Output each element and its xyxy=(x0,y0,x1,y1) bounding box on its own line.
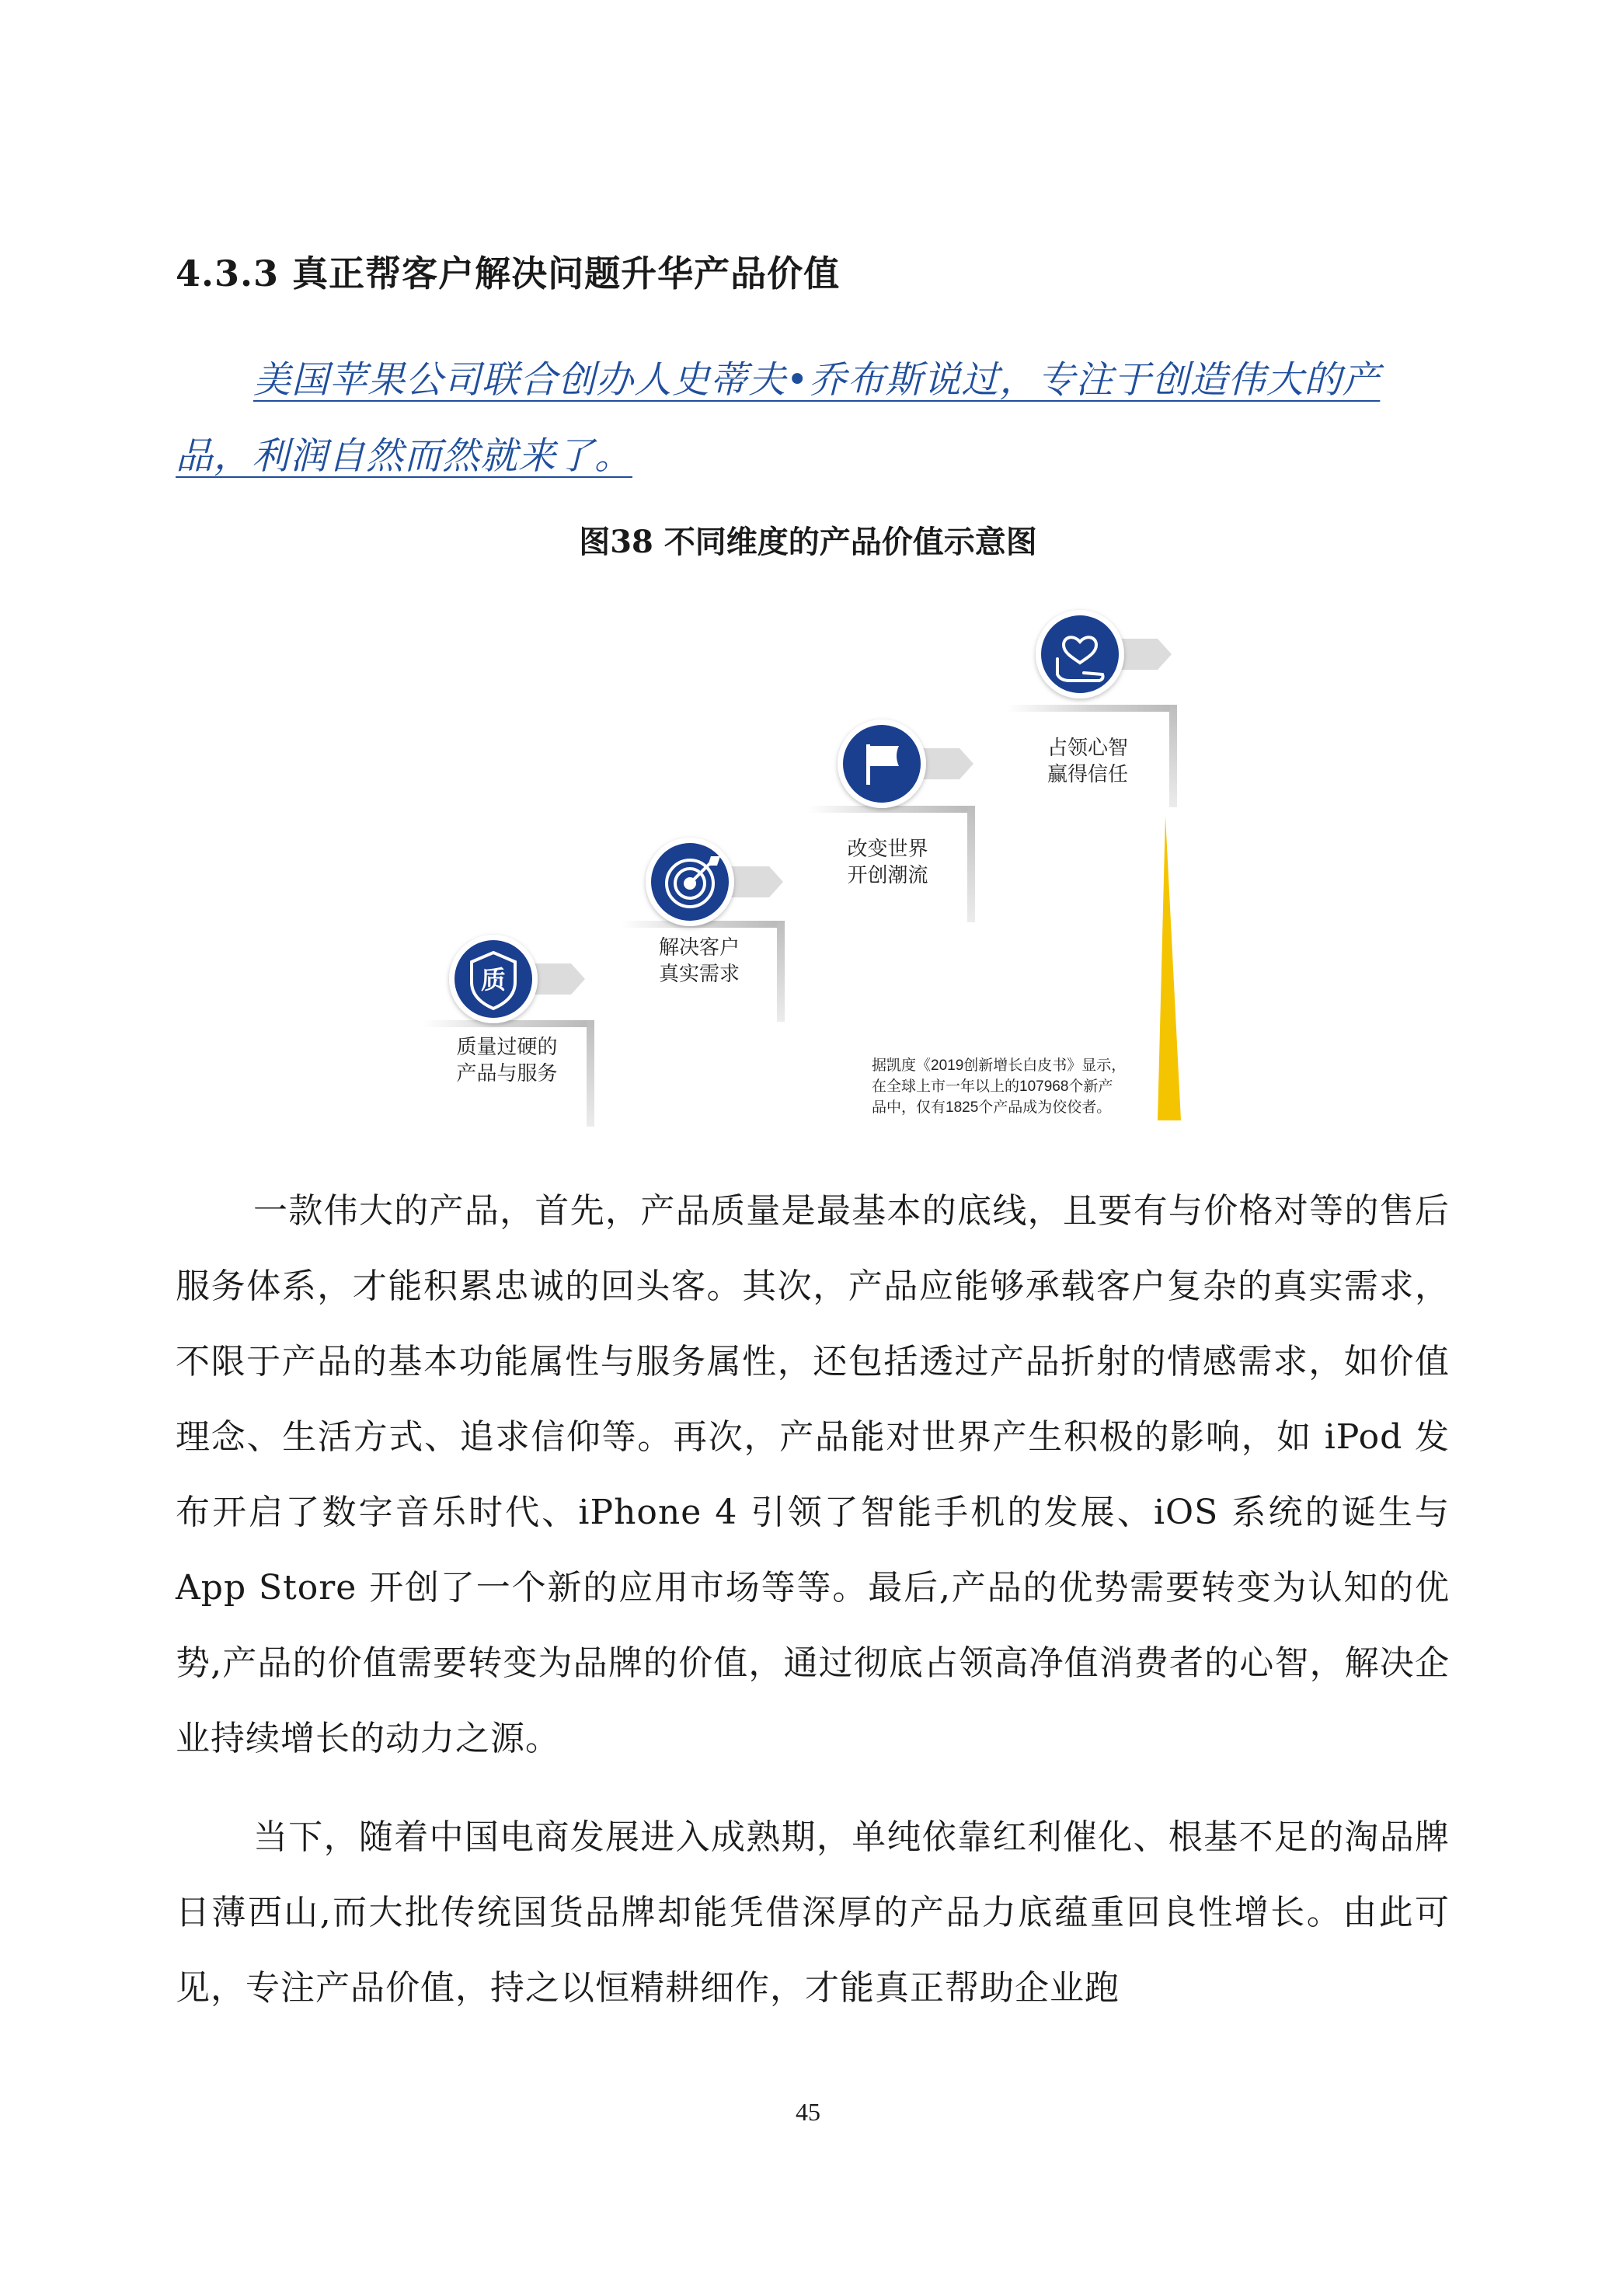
product-value-diagram xyxy=(416,598,1208,1127)
paragraph-2: 当下，随着中国电商发展进入成熟期，单纯依靠红利催化、根基不足的淘品牌日薄西山,而大批传统国货品牌却能凭借深厚的产品力底蕴重回良性增长。由此可见，专注产品价值，持之以恒精耕细作，才能真正帮助企业跑 xyxy=(176,1817,1450,2008)
body-text xyxy=(176,1173,1450,2026)
figure-caption: 图38 不同维度的产品价值示意图 xyxy=(579,524,1037,560)
section-heading: 4.3.3 真正帮客户解决问题升华产品价值 xyxy=(176,253,841,294)
step-change xyxy=(808,719,975,922)
step-quality xyxy=(423,935,594,1127)
jobs-quote xyxy=(176,342,1450,494)
quality-icon-glyph: 质 xyxy=(480,965,507,995)
step-quality-label: 质量过硬的 产品与服务 xyxy=(456,1035,558,1085)
page-number: 45 xyxy=(796,2098,820,2126)
step-mind-label: 占领心智 赢得信任 xyxy=(1047,736,1128,786)
paragraph-1: 一款伟大的产品，首先，产品质量是最基本的底线，且要有与价格对等的售后服务体系，才能积累忠诚的回头客。其次，产品应能够承载客户复杂的真实需求，不限于产品的基本功能属性与服务属性，还包括透过产品折射的情感需求，如价值理念、生活方式、追求信仰等。再次，产品能对世界产生积极的影响，如 iPod 发布开启了数字音乐时代、iPhone 4 引领了智能手机的发展、iOS 系统的诞生与 App Store 开创了一个新的应用市场等等。最后,产品的优势需要转变为认知的优势,产品的价值需要转变为品牌的价值，通过彻底占领高净值消费者的心智，解决企业持续增长的动力之源。 xyxy=(176,1191,1450,1758)
growth-spike xyxy=(1158,816,1181,1120)
kantar-note: 据凯度《2019创新增长白皮书》显示， 在全球上市一年以上的107968个新产 品中，仅有1825个产品成为佼佼者。 xyxy=(872,1057,1127,1116)
quote-line-2: 品，利润自然而然就来了。 xyxy=(176,434,633,478)
step-change-label: 改变世界 开创潮流 xyxy=(847,837,928,887)
step-needs xyxy=(622,838,785,1022)
quote-line-1: 美国苹果公司联合创办人史蒂夫•乔布斯说过，专注于创造伟大的产 xyxy=(253,358,1381,402)
step-needs-label: 解决客户 真实需求 xyxy=(658,935,740,985)
